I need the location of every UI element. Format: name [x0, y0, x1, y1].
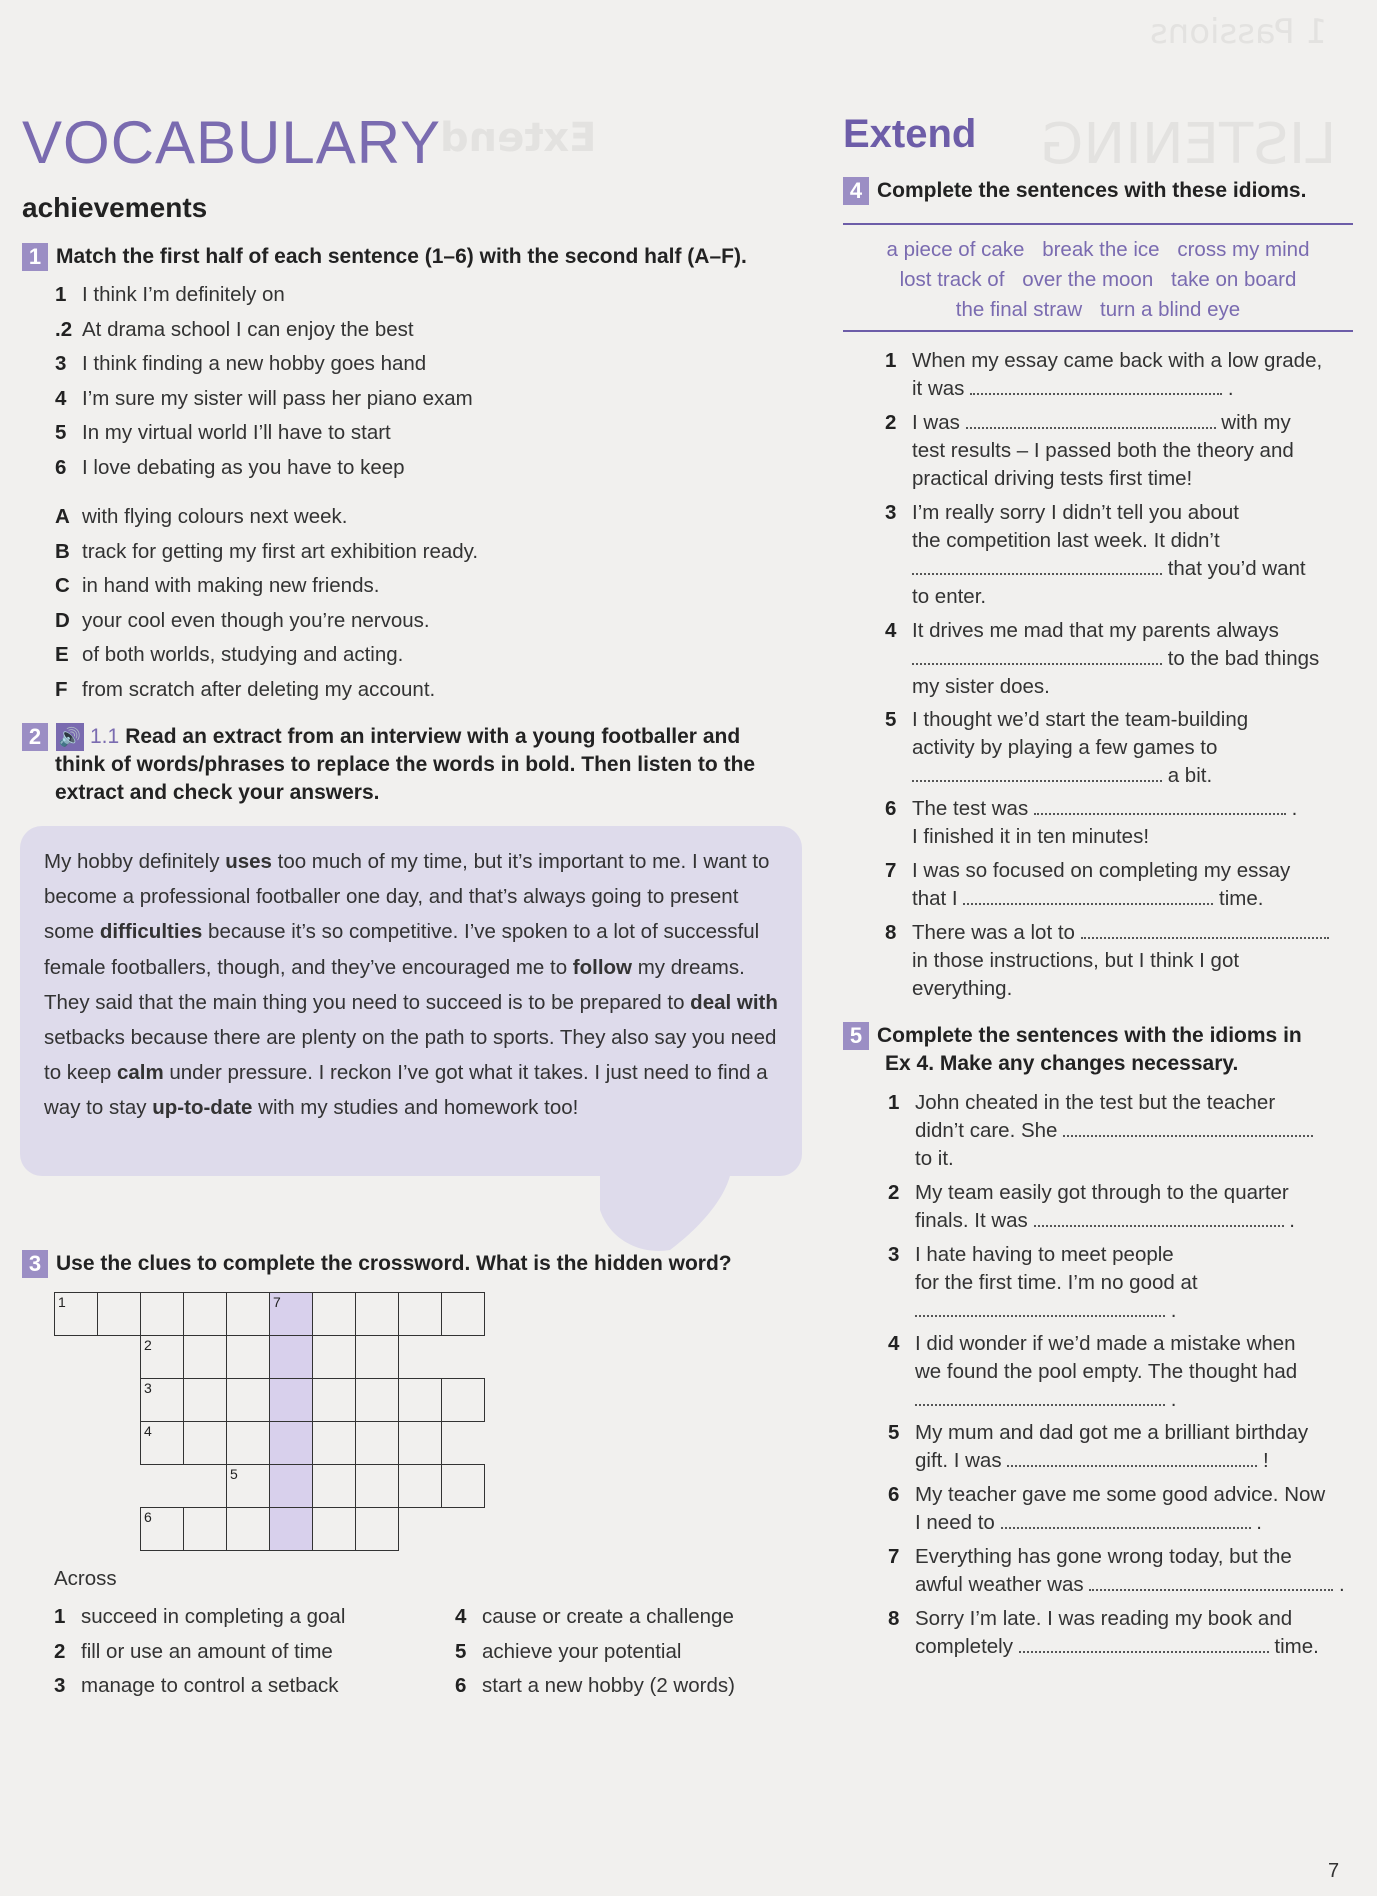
- crossword-cell: [227, 1336, 270, 1379]
- idiom: turn a blind eye: [1100, 298, 1241, 321]
- crossword-clue: 1 succeed in completing a goal: [54, 1605, 346, 1628]
- crossword-cell: [184, 1293, 227, 1336]
- ex5-item-1: 1 John cheated in the test but the teacher didn’t care. She to it.: [915, 1089, 1355, 1173]
- answer-blank[interactable]: [912, 645, 1162, 665]
- answer-blank[interactable]: [912, 762, 1162, 782]
- crossword-clue: 6 start a new hobby (2 words): [455, 1674, 735, 1698]
- crossword-cell: [227, 1508, 270, 1551]
- crossword-cell: [356, 1293, 399, 1336]
- idiom: cross my mind: [1177, 238, 1310, 261]
- sentence-second-half: A with flying colours next week.: [55, 505, 348, 528]
- sentence-first-half: 5 In my virtual world I’ll have to start: [55, 421, 391, 445]
- crossword-cell: [227, 1422, 270, 1465]
- answer-blank[interactable]: [1034, 1207, 1284, 1227]
- idiom: the final straw: [955, 298, 1083, 321]
- crossword-cell: [313, 1293, 356, 1336]
- idiom: break the ice: [1042, 238, 1160, 261]
- crossword-cell: [313, 1379, 356, 1422]
- sentence-second-half: F from scratch after deleting my account.: [55, 678, 436, 701]
- crossword-cell: [399, 1465, 442, 1508]
- sentence-first-half: 4 I’m sure my sister will pass her piano exam: [55, 386, 473, 410]
- crossword-clue: 2 fill or use an amount of time: [54, 1639, 333, 1663]
- idiom: over the moon: [1022, 268, 1154, 291]
- crossword-cell: [356, 1422, 399, 1465]
- passage-text: My hobby definitely uses too much of my time, but it’s important to me. I want to become a professional footballer one day, and that’s always going to present some difficulties because it’s so competitive. I’ve spoken to a lot of successful female footballers, though, and they’ve encouraged me to follow my dreams. They said that the main thing you need to succeed is to be prepared to deal with setbacks because there are plenty on the path to sports. They also say you need to keep calm under pressure. I reckon I’ve got what it takes. I just need to find a way to stay up-to-date with my studies and homework too!: [44, 850, 778, 1120]
- exercise-2-instruction: 2 🔊 1.1 Read an extract from an interview with a young footballer and think of words/phrases to replace the words in bold. Then listen to the extract and check your answers.: [22, 723, 755, 807]
- answer-blank[interactable]: [1081, 919, 1329, 939]
- ex5-item-2: 2 My team easily got through to the quarter finals. It was .: [888, 1181, 1295, 1232]
- answer-blank[interactable]: [970, 375, 1222, 395]
- vocabulary-title: VOCABULARY: [22, 109, 442, 176]
- crossword-cell: 5: [227, 1465, 270, 1508]
- answer-blank[interactable]: [1007, 1447, 1257, 1467]
- crossword-cell: [399, 1379, 442, 1422]
- crossword-cell: [313, 1508, 356, 1551]
- interview-extract: [20, 826, 802, 1176]
- answer-blank[interactable]: [912, 555, 1162, 575]
- ex5-item-3: 3 I hate having to meet people for the first time. I’m no good at .: [888, 1243, 1198, 1322]
- crossword-cell: [356, 1508, 399, 1551]
- crossword-cell: [356, 1336, 399, 1379]
- crossword-cell: [227, 1379, 270, 1422]
- crossword-cell: [184, 1336, 227, 1379]
- crossword-cell: [270, 1379, 313, 1422]
- crossword-cell: [313, 1336, 356, 1379]
- extend-title: Extend: [843, 112, 977, 156]
- exercise-4-instruction: 4 Complete the sentences with these idioms.: [843, 177, 1306, 205]
- crossword-clue: 5 achieve your potential: [455, 1639, 682, 1663]
- sentence-first-half: .2 At drama school I can enjoy the best: [55, 317, 414, 341]
- crossword-cell: 4: [141, 1422, 184, 1465]
- exercise-5-instruction: 5 Complete the sentences with the idioms in Ex 4. Make any changes necessary.: [843, 1022, 1302, 1078]
- ex4-item-2: 2 I was with my test results – I passed both the theory and practical driving tests first time!: [885, 411, 1294, 490]
- answer-blank[interactable]: [1063, 1117, 1313, 1137]
- exercise-number: 5: [843, 1022, 869, 1050]
- ex4-item-6: 6 The test was . I finished it in ten minutes!: [885, 797, 1298, 848]
- ex4-item-4: 4 It drives me mad that my parents always to the bad things my sister does.: [885, 619, 1320, 698]
- crossword-cell: [313, 1422, 356, 1465]
- ex4-item-8: 8 There was a lot to in those instructions, but I think I got everything.: [912, 919, 1352, 1003]
- crossword-cell: 2: [141, 1336, 184, 1379]
- crossword-cell: [141, 1293, 184, 1336]
- sentence-second-half: D your cool even though you’re nervous.: [55, 608, 430, 632]
- ex5-item-7: 7 Everything has gone wrong today, but the awful weather was .: [888, 1545, 1345, 1596]
- crossword-cell: [442, 1465, 485, 1508]
- crossword-cell: [184, 1508, 227, 1551]
- answer-blank[interactable]: [915, 1386, 1165, 1406]
- idiom-box-top-rule: [843, 223, 1353, 225]
- ex5-item-4: 4 I did wonder if we’d made a mistake when we found the pool empty. The thought had .: [888, 1332, 1298, 1411]
- crossword-cell: [227, 1293, 270, 1336]
- answer-blank[interactable]: [1089, 1571, 1333, 1591]
- ex4-item-3: 3 I’m really sorry I didn’t tell you about the competition last week. It didn’t that you’d want to enter.: [885, 501, 1306, 608]
- ex4-item-1: 1 When my essay came back with a low grade, it was .: [885, 349, 1323, 400]
- crossword-cell: [270, 1422, 313, 1465]
- crossword-clue: 4 cause or create a challenge: [455, 1605, 734, 1628]
- answer-blank[interactable]: [966, 409, 1216, 429]
- answer-blank[interactable]: [915, 1297, 1165, 1317]
- exercise-number: 1: [22, 243, 48, 271]
- crossword-cell: [399, 1293, 442, 1336]
- ex5-item-5: 5 My mum and dad got me a brilliant birthday gift. I was !: [888, 1421, 1309, 1472]
- crossword-cell: [442, 1293, 485, 1336]
- across-label: Across: [54, 1567, 117, 1590]
- idiom-box-bottom-rule: [843, 330, 1353, 332]
- crossword-cell: [270, 1336, 313, 1379]
- crossword-cell: [98, 1293, 141, 1336]
- sentence-first-half: 6 I love debating as you have to keep: [55, 456, 405, 479]
- ex5-item-8: 8 Sorry I’m late. I was reading my book and completely time.: [888, 1607, 1319, 1658]
- crossword-cell: 6: [141, 1508, 184, 1551]
- crossword-cell: [442, 1379, 485, 1422]
- sentence-second-half: C in hand with making new friends.: [55, 574, 380, 598]
- sentence-first-half: 1 I think I’m definitely on: [55, 283, 285, 306]
- crossword-cell: [313, 1465, 356, 1508]
- crossword-cell: [399, 1422, 442, 1465]
- crossword-cell: [356, 1465, 399, 1508]
- audio-icon[interactable]: 🔊: [56, 723, 84, 751]
- sentence-second-half: B track for getting my first art exhibition ready.: [55, 539, 479, 563]
- ex4-item-5: 5 I thought we’d start the team-building activity by playing a few games to a bit.: [885, 708, 1249, 787]
- crossword-cell: [270, 1508, 313, 1551]
- answer-blank[interactable]: [1001, 1509, 1251, 1529]
- answer-blank[interactable]: [963, 885, 1213, 905]
- sentence-second-half: E of both worlds, studying and acting.: [55, 643, 404, 667]
- exercise-3-instruction: 3 Use the clues to complete the crossword. What is the hidden word?: [22, 1250, 732, 1278]
- crossword-cell: 7: [270, 1293, 313, 1336]
- exercise-1-instruction: 1 Match the first half of each sentence (1–6) with the second half (A–F).: [22, 243, 747, 271]
- crossword-cell: 1: [55, 1293, 98, 1336]
- ex5-item-6: 6 My teacher gave me some good advice. Now I need to .: [888, 1483, 1326, 1534]
- crossword-cell: [184, 1422, 227, 1465]
- crossword-cell: [270, 1465, 313, 1508]
- ex4-item-7: 7 I was so focused on completing my essay that I time.: [885, 859, 1291, 910]
- idiom: take on board: [1171, 268, 1297, 291]
- answer-blank[interactable]: [1034, 795, 1286, 815]
- exercise-number: 2: [22, 723, 48, 751]
- crossword-cell: 3: [141, 1379, 184, 1422]
- idiom: a piece of cake: [886, 238, 1025, 261]
- idiom-box: [843, 236, 1353, 326]
- exercise-number: 4: [843, 177, 869, 205]
- crossword-cell: [356, 1379, 399, 1422]
- crossword-clue: 3 manage to control a setback: [54, 1674, 339, 1698]
- vocabulary-subtitle: achievements: [22, 192, 208, 223]
- exercise-number: 3: [22, 1250, 48, 1278]
- audio-track: 1.1: [90, 725, 120, 748]
- idiom: lost track of: [899, 268, 1005, 291]
- crossword[interactable]: [54, 1292, 485, 1551]
- crossword-cell: [184, 1379, 227, 1422]
- page-number: 7: [1328, 1860, 1340, 1882]
- answer-blank[interactable]: [1019, 1633, 1269, 1653]
- sentence-first-half: 3 I think finding a new hobby goes hand: [55, 352, 427, 376]
